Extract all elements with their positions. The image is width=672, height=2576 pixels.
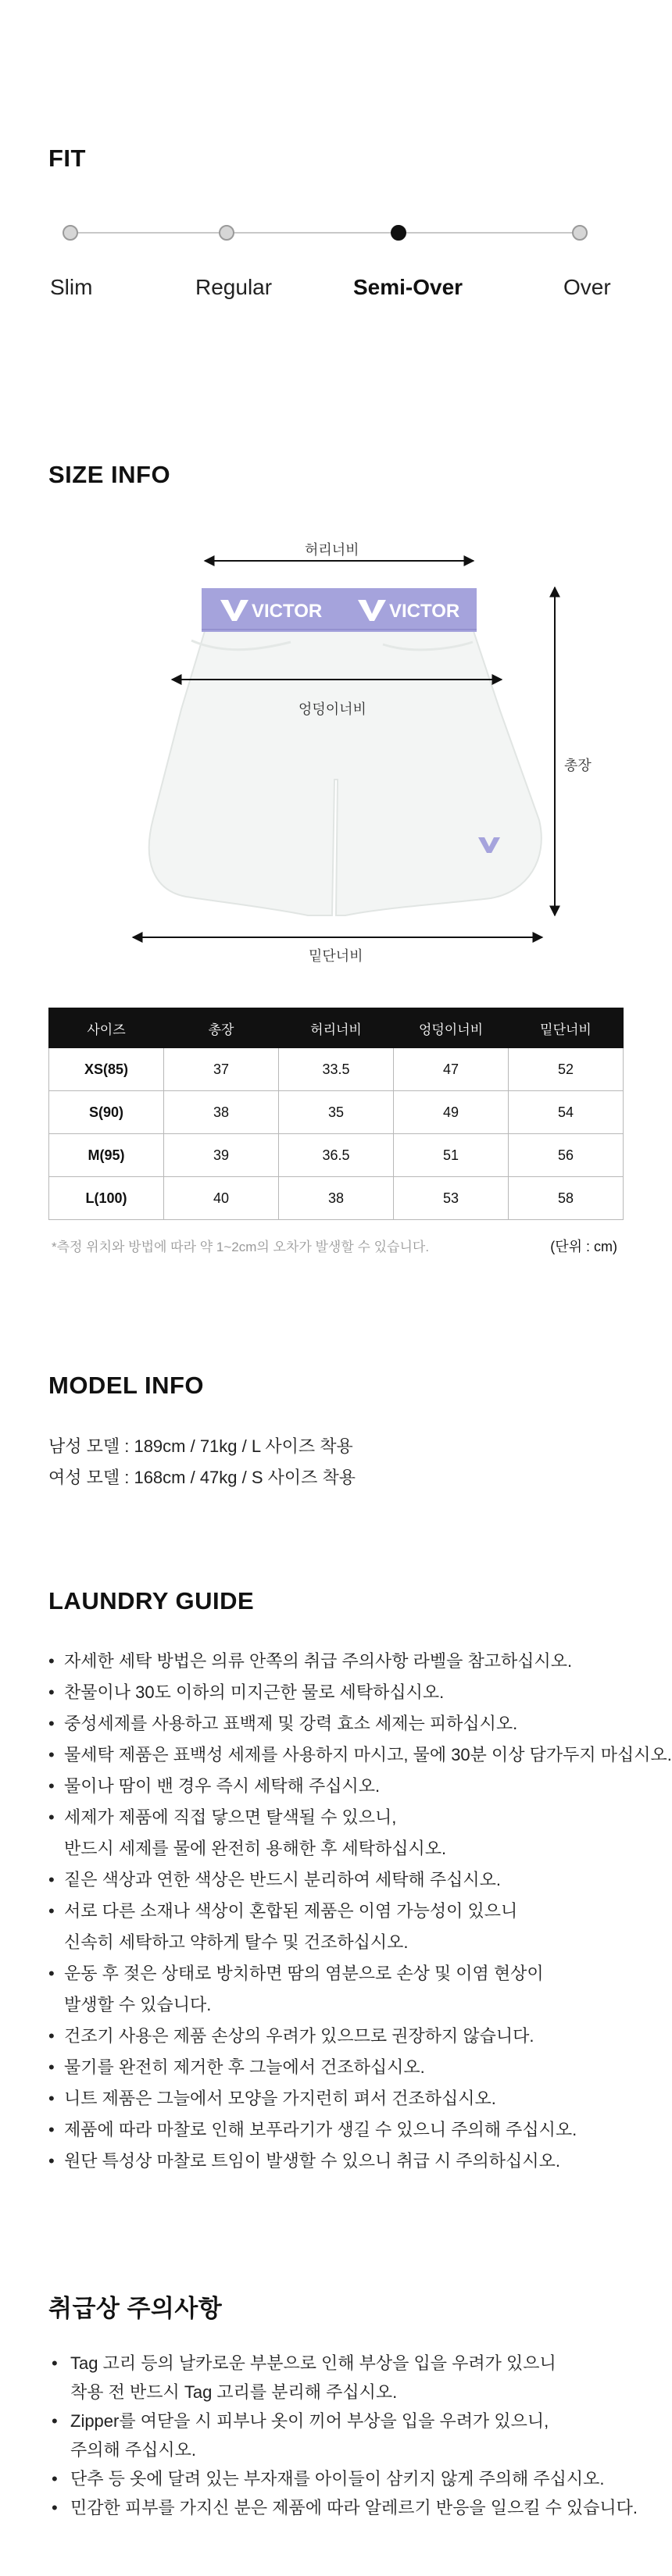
laundry-item-continuation: 발생할 수 있습니다. bbox=[64, 1995, 212, 2014]
table-cell: 38 bbox=[164, 1091, 279, 1134]
caution-item bbox=[48, 2464, 638, 2493]
table-row bbox=[49, 1091, 624, 1134]
laundry-item bbox=[48, 1802, 672, 1864]
bullet-icon: • bbox=[48, 1776, 55, 1796]
size-diagram bbox=[0, 531, 672, 969]
table-cell: 54 bbox=[509, 1091, 624, 1134]
bullet-icon: • bbox=[48, 2089, 55, 2108]
laundry-item-text: 중성세제를 사용하고 표백제 및 강력 효소 세제는 피하십시오. bbox=[64, 1714, 518, 1733]
laundry-item-text: 물기를 완전히 제거한 후 그늘에서 건조하십시오. bbox=[64, 2057, 425, 2077]
laundry-item bbox=[48, 1958, 672, 2021]
shorts-illustration bbox=[0, 531, 672, 969]
table-cell: 35 bbox=[279, 1091, 394, 1134]
laundry-item bbox=[48, 2021, 672, 2052]
table-row bbox=[49, 1134, 624, 1177]
caution-item-text: 단추 등 옷에 달려 있는 부자재를 아이들이 삼키지 않게 주의해 주십시오. bbox=[70, 2469, 605, 2489]
size-cell: L(100) bbox=[49, 1177, 164, 1220]
bullet-icon: • bbox=[48, 1807, 55, 1827]
laundry-item bbox=[48, 1771, 672, 1802]
laundry-item bbox=[48, 2114, 672, 2146]
shorts-body bbox=[149, 631, 542, 915]
bullet-icon: • bbox=[48, 1714, 55, 1733]
fit-label-regular: Regular bbox=[195, 275, 273, 299]
measurement-note: *측정 위치와 방법에 따라 약 1~2cm의 오차가 발생할 수 있습니다. bbox=[52, 1240, 430, 1254]
caution-item bbox=[48, 2407, 638, 2464]
caution-item bbox=[48, 2493, 638, 2522]
caution-title: 취급상 주의사항 bbox=[48, 2295, 223, 2322]
laundry-item-text: 물세탁 제품은 표백성 세제를 사용하지 마시고, 물에 30분 이상 담가두지 마십시오. bbox=[64, 1745, 672, 1764]
caution-list bbox=[48, 2349, 638, 2522]
size-table bbox=[48, 1008, 624, 1220]
size-table-header: 허리너비 bbox=[279, 1008, 394, 1048]
laundry-item-text: 세제가 제품에 직접 닿으면 탈색될 수 있으니, bbox=[64, 1807, 397, 1827]
table-cell: 33.5 bbox=[279, 1048, 394, 1091]
caution-item-continuation: 착용 전 반드시 Tag 고리를 분리해 주십시오. bbox=[70, 2382, 398, 2402]
laundry-item bbox=[48, 1896, 672, 1958]
size-table-header: 총장 bbox=[164, 1008, 279, 1048]
bullet-icon: • bbox=[48, 2151, 55, 2171]
waistband-brand-right: VICTOR bbox=[389, 601, 460, 622]
laundry-item-text: 짙은 색상과 연한 색상은 반드시 분리하여 세탁해 주십시오. bbox=[64, 1870, 501, 1889]
fit-label-slim: Slim bbox=[50, 275, 93, 299]
length-label: 총장 bbox=[564, 758, 592, 773]
laundry-list bbox=[48, 1646, 672, 2177]
bullet-icon: • bbox=[48, 1964, 55, 1983]
laundry-item-text: 물이나 땀이 밴 경우 즉시 세탁해 주십시오. bbox=[64, 1776, 381, 1796]
laundry-item bbox=[48, 1646, 672, 1677]
fit-dot-regular bbox=[219, 225, 234, 241]
fit-dot-semi-over bbox=[391, 225, 406, 241]
bullet-icon: • bbox=[52, 2498, 58, 2517]
caution-item-text: Tag 고리 등의 날카로운 부분으로 인해 부상을 입을 우려가 있으니 bbox=[70, 2353, 556, 2373]
size-cell: XS(85) bbox=[49, 1048, 164, 1091]
laundry-item bbox=[48, 2052, 672, 2083]
table-cell: 56 bbox=[509, 1134, 624, 1177]
laundry-item-text: 제품에 따라 마찰로 인해 보푸라기가 생길 수 있으니 주의해 주십시오. bbox=[64, 2120, 577, 2139]
laundry-item bbox=[48, 2146, 672, 2177]
table-row bbox=[49, 1177, 624, 1220]
size-table-header: 밑단너비 bbox=[509, 1008, 624, 1048]
table-row bbox=[49, 1048, 624, 1091]
bullet-icon: • bbox=[48, 1651, 55, 1671]
laundry-item-text: 니트 제품은 그늘에서 모양을 가지런히 펴서 건조하십시오. bbox=[64, 2089, 496, 2108]
bullet-icon: • bbox=[52, 2411, 58, 2431]
caution-item-continuation: 주의해 주십시오. bbox=[70, 2440, 196, 2460]
size-info-title: SIZE INFO bbox=[48, 461, 171, 488]
size-table-header: 사이즈 bbox=[49, 1008, 164, 1048]
bullet-icon: • bbox=[48, 2120, 55, 2139]
table-cell: 49 bbox=[394, 1091, 509, 1134]
bullet-icon: • bbox=[52, 2469, 58, 2489]
female-model-info: 여성 모델 : 168cm / 47kg / S 사이즈 착용 bbox=[48, 1468, 356, 1487]
table-cell: 40 bbox=[164, 1177, 279, 1220]
laundry-item-text: 원단 특성상 마찰로 트임이 발생할 수 있으니 취급 시 주의하십시오. bbox=[64, 2151, 560, 2171]
laundry-item bbox=[48, 1864, 672, 1896]
laundry-item-text: 자세한 세탁 방법은 의류 안쪽의 취급 주의사항 라벨을 참고하십시오. bbox=[64, 1651, 573, 1671]
fit-label-semi-over: Semi-Over bbox=[353, 275, 463, 299]
waist-label: 허리너비 bbox=[305, 542, 359, 558]
table-cell: 38 bbox=[279, 1177, 394, 1220]
bullet-icon: • bbox=[48, 1745, 55, 1764]
size-table-header-row bbox=[49, 1008, 624, 1048]
fit-dot-slim bbox=[63, 225, 78, 241]
laundry-item bbox=[48, 1677, 672, 1708]
bullet-icon: • bbox=[48, 1682, 55, 1702]
hip-label: 엉덩이너비 bbox=[298, 701, 366, 717]
fit-dot-over bbox=[572, 225, 588, 241]
fit-label-over: Over bbox=[563, 275, 611, 299]
model-info-title: MODEL INFO bbox=[48, 1372, 205, 1399]
caution-item-text: Zipper를 여닫을 시 피부나 옷이 끼어 부상을 입을 우려가 있으니, bbox=[70, 2411, 549, 2431]
laundry-item-text: 찬물이나 30도 이하의 미지근한 물로 세탁하십시오. bbox=[64, 1682, 445, 1702]
table-cell: 37 bbox=[164, 1048, 279, 1091]
bullet-icon: • bbox=[48, 1901, 55, 1921]
laundry-item-text: 서로 다른 소재나 색상이 혼합된 제품은 이염 가능성이 있으니 bbox=[64, 1901, 518, 1921]
laundry-item-text: 운동 후 젖은 상태로 방치하면 땀의 염분으로 손상 및 이염 현상이 bbox=[64, 1964, 544, 1983]
fit-scale-track bbox=[73, 232, 584, 234]
table-cell: 51 bbox=[394, 1134, 509, 1177]
bullet-icon: • bbox=[48, 2026, 55, 2046]
caution-item-text: 민감한 피부를 가지신 분은 제품에 따라 알레르기 반응을 일으킬 수 있습니다. bbox=[70, 2498, 638, 2517]
size-table-header: 엉덩이너비 bbox=[394, 1008, 509, 1048]
waistband-brand-left: VICTOR bbox=[252, 601, 323, 622]
laundry-item bbox=[48, 1708, 672, 1739]
unit-label: (단위 : cm) bbox=[550, 1239, 617, 1254]
male-model-info: 남성 모델 : 189cm / 71kg / L 사이즈 착용 bbox=[48, 1436, 353, 1456]
hem-label: 밑단너비 bbox=[309, 948, 363, 964]
bullet-icon: • bbox=[48, 2057, 55, 2077]
size-cell: M(95) bbox=[49, 1134, 164, 1177]
laundry-item-continuation: 신속히 세탁하고 약하게 탈수 및 건조하십시오. bbox=[64, 1932, 409, 1952]
table-cell: 53 bbox=[394, 1177, 509, 1220]
caution-item bbox=[48, 2349, 638, 2407]
laundry-item bbox=[48, 2083, 672, 2114]
size-cell: S(90) bbox=[49, 1091, 164, 1134]
laundry-guide-title: LAUNDRY GUIDE bbox=[48, 1587, 255, 1614]
table-cell: 58 bbox=[509, 1177, 624, 1220]
laundry-item-text: 건조기 사용은 제품 손상의 우려가 있으므로 권장하지 않습니다. bbox=[64, 2026, 534, 2046]
bullet-icon: • bbox=[52, 2353, 58, 2373]
table-cell: 52 bbox=[509, 1048, 624, 1091]
laundry-item bbox=[48, 1739, 672, 1771]
table-cell: 47 bbox=[394, 1048, 509, 1091]
bullet-icon: • bbox=[48, 1870, 55, 1889]
table-cell: 36.5 bbox=[279, 1134, 394, 1177]
table-cell: 39 bbox=[164, 1134, 279, 1177]
laundry-item-continuation: 반드시 세제를 물에 완전히 용해한 후 세탁하십시오. bbox=[64, 1839, 447, 1858]
fit-title: FIT bbox=[48, 144, 86, 172]
